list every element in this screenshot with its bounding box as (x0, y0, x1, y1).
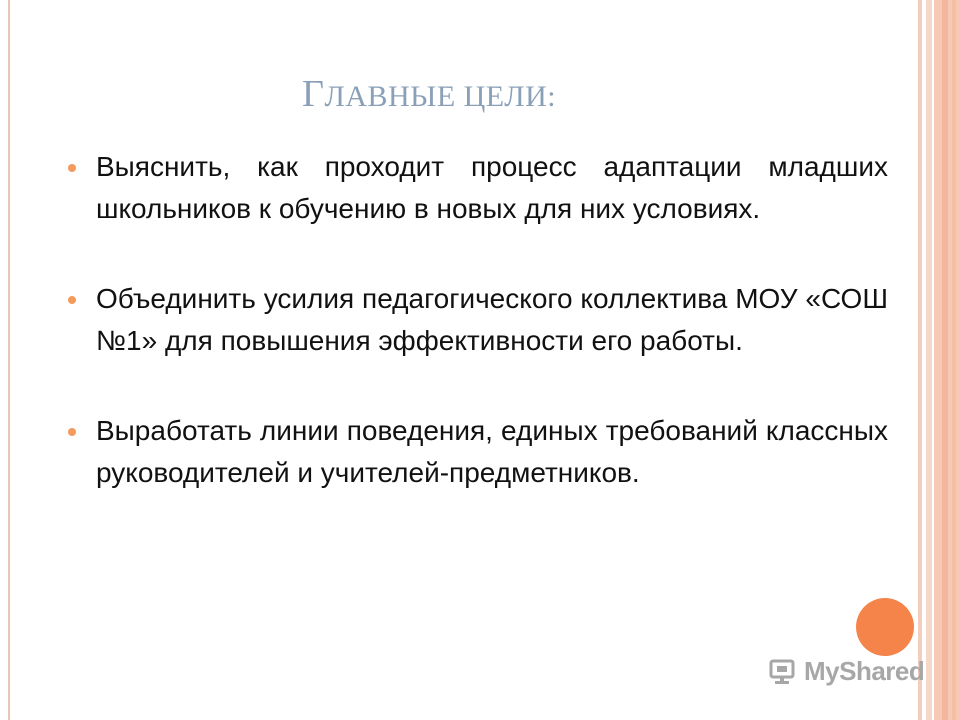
orange-circle-decoration (856, 598, 914, 656)
bullet-text: Выработать линии поведения, единых требований классных руководителей и учителей-предметников. (96, 415, 888, 488)
left-frame-line (8, 0, 10, 720)
right-stripe (952, 0, 956, 720)
bullet-text: Выяснить, как проходит процесс адаптации младших школьников к обучению в новых для них условиях. (96, 151, 888, 224)
title-rest: ЛАВНЫЕ ЦЕЛИ: (324, 80, 557, 113)
slide-title (302, 72, 556, 116)
right-stripe (918, 0, 922, 720)
bullet-text: Объединить усилия педагогического коллектива МОУ «СОШ №1» для повышения эффективности его работы. (96, 283, 888, 356)
bullet-item (64, 410, 888, 494)
bullet-item (64, 278, 888, 362)
bullet-dot-icon (68, 164, 76, 172)
myshared-watermark[interactable] (768, 656, 924, 687)
bullet-dot-icon (68, 296, 76, 304)
bullet-list (64, 146, 888, 494)
myshared-logo-icon (768, 657, 798, 687)
right-stripe (942, 0, 948, 720)
watermark-text: MyShared (804, 656, 925, 686)
right-stripe (926, 0, 932, 720)
title-initial: Г (302, 73, 325, 115)
bullet-dot-icon (68, 428, 76, 436)
bullet-item (64, 146, 888, 230)
